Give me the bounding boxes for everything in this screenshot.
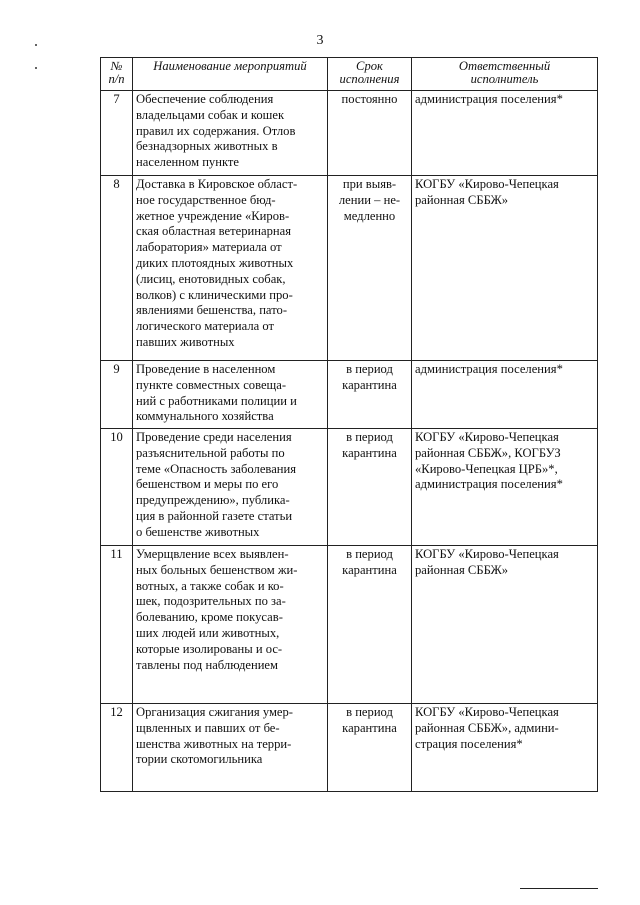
text-line: при выяв- — [342, 177, 397, 191]
text-line: Наименование мероприятий — [153, 59, 307, 73]
measures-table — [100, 57, 598, 792]
text-line: ний с работниками полиции и — [136, 393, 297, 408]
text-line: бешенством и меры по его — [136, 477, 279, 492]
text-line: районная СББЖ», КОГБУЗ — [415, 445, 561, 460]
text-line: «Кирово-Чепецкая ЦРБ»*, — [415, 461, 558, 476]
text-line: КОГБУ «Кирово-Чепецкая — [415, 430, 559, 444]
text-line: КОГБУ «Кирово-Чепецкая — [415, 177, 559, 191]
text-line: логического материала от — [136, 319, 275, 334]
text-line: п/п — [108, 72, 125, 86]
text-line: лении – не- — [338, 192, 401, 207]
page-number: 3 — [316, 33, 324, 48]
text-line: жетное учреждение «Киров- — [136, 208, 290, 223]
text-line: шек, подозрительных по за- — [136, 594, 286, 609]
table-row — [101, 91, 598, 176]
row-number: 12 — [101, 704, 133, 792]
header-resp — [412, 58, 598, 91]
text-line: карантина — [342, 377, 397, 392]
text-line: в период — [346, 430, 393, 444]
measure-name — [133, 546, 328, 704]
measure-term — [328, 429, 412, 546]
text-line: карантина — [342, 562, 397, 577]
text-line: № — [110, 59, 123, 73]
measure-term — [328, 361, 412, 429]
text-line: Ответственный — [458, 59, 551, 73]
text-line: населенном пункте — [136, 155, 240, 170]
text-line: предупреждению», публика- — [136, 493, 290, 508]
text-line: Умерщвление всех выявлен- — [136, 547, 289, 561]
text-line: лаборатория» материала от — [136, 240, 282, 255]
text-line: Организация сжигания умер- — [136, 705, 293, 719]
text-line: владельцами собак и кошек — [136, 107, 285, 122]
text-line: правил их содержания. Отлов — [136, 123, 296, 138]
text-line: КОГБУ «Кирово-Чепецкая — [415, 705, 559, 719]
text-line: в период — [346, 362, 393, 376]
text-line: Срок — [356, 59, 383, 73]
text-line: ное государственное бюд- — [136, 192, 276, 207]
text-line: болеванию, кроме покусав- — [136, 610, 283, 625]
table-header-row — [101, 58, 598, 91]
text-line: районная СББЖ» — [415, 192, 509, 207]
text-line: Проведение среди населения — [136, 430, 292, 444]
text-line: пункте совместных совеща- — [136, 377, 287, 392]
text-line: карантина — [342, 720, 397, 735]
row-number: 10 — [101, 429, 133, 546]
header-name — [133, 58, 328, 91]
row-number: 11 — [101, 546, 133, 704]
text-line: страция поселения* — [415, 736, 523, 751]
footer-rule — [520, 888, 598, 889]
measure-responsible — [412, 546, 598, 704]
text-line: о бешенстве животных — [136, 524, 260, 539]
text-line: администрация поселения* — [415, 92, 563, 106]
text-line: Доставка в Кировское област- — [136, 177, 298, 191]
text-line: районная СББЖ» — [415, 562, 509, 577]
text-line: ших людей или животных, — [136, 625, 280, 640]
measure-term — [328, 704, 412, 792]
text-line: волков) с клиническими про- — [136, 287, 293, 302]
measure-name — [133, 704, 328, 792]
table-row — [101, 704, 598, 792]
text-line: администрация поселения* — [415, 362, 563, 376]
measure-term — [328, 91, 412, 176]
text-line: павших животных — [136, 334, 235, 349]
header-term — [328, 58, 412, 91]
text-line: теме «Опасность заболевания — [136, 461, 297, 476]
measure-name — [133, 429, 328, 546]
row-number: 7 — [101, 91, 133, 176]
measure-responsible — [412, 429, 598, 546]
text-line: которые изолированы и ос- — [136, 641, 283, 656]
scan-speck — [35, 44, 37, 46]
text-line: шенства животных на терри- — [136, 736, 292, 751]
scan-speck — [35, 67, 37, 69]
measure-responsible — [412, 361, 598, 429]
text-line: диких плотоядных животных — [136, 255, 294, 270]
text-line: ция в районной газете статьи — [136, 508, 293, 523]
text-line: Обеспечение соблюдения — [136, 92, 274, 106]
text-line: щвленных и павших от бе- — [136, 720, 280, 735]
measure-name — [133, 176, 328, 361]
measure-name — [133, 361, 328, 429]
text-line: ская областная ветеринарная — [136, 224, 292, 239]
text-line: (лисиц, енотовидных собак, — [136, 271, 286, 286]
text-line: безнадзорных животных в — [136, 139, 278, 154]
text-line: в период — [346, 705, 393, 719]
measure-responsible — [412, 91, 598, 176]
text-line: разъяснительной работы по — [136, 445, 285, 460]
text-line: тории скотомогильника — [136, 752, 263, 767]
text-line: медленно — [343, 208, 396, 223]
measure-term — [328, 546, 412, 704]
text-line: тавлены под наблюдением — [136, 657, 278, 672]
measure-name — [133, 91, 328, 176]
text-line: вотных, а также собак и ко- — [136, 578, 284, 593]
row-number: 8 — [101, 176, 133, 361]
table-row — [101, 176, 598, 361]
text-line: администрация поселения* — [415, 477, 563, 492]
text-line: явлениями бешенства, пато- — [136, 303, 288, 318]
table-row — [101, 546, 598, 704]
measure-term — [328, 176, 412, 361]
table-row — [101, 361, 598, 429]
measure-responsible — [412, 176, 598, 361]
header-num — [101, 58, 133, 91]
text-line: районная СББЖ», админи- — [415, 720, 559, 735]
text-line: коммунального хозяйства — [136, 409, 274, 424]
text-line: Проведение в населенном — [136, 362, 276, 376]
text-line: КОГБУ «Кирово-Чепецкая — [415, 547, 559, 561]
text-line: ных больных бешенством жи- — [136, 562, 298, 577]
text-line: исполнения — [339, 72, 400, 86]
text-line: постоянно — [341, 92, 398, 106]
text-line: карантина — [342, 445, 397, 460]
text-line: исполнитель — [470, 72, 539, 86]
text-line: в период — [346, 547, 393, 561]
row-number: 9 — [101, 361, 133, 429]
table-row — [101, 429, 598, 546]
measure-responsible — [412, 704, 598, 792]
